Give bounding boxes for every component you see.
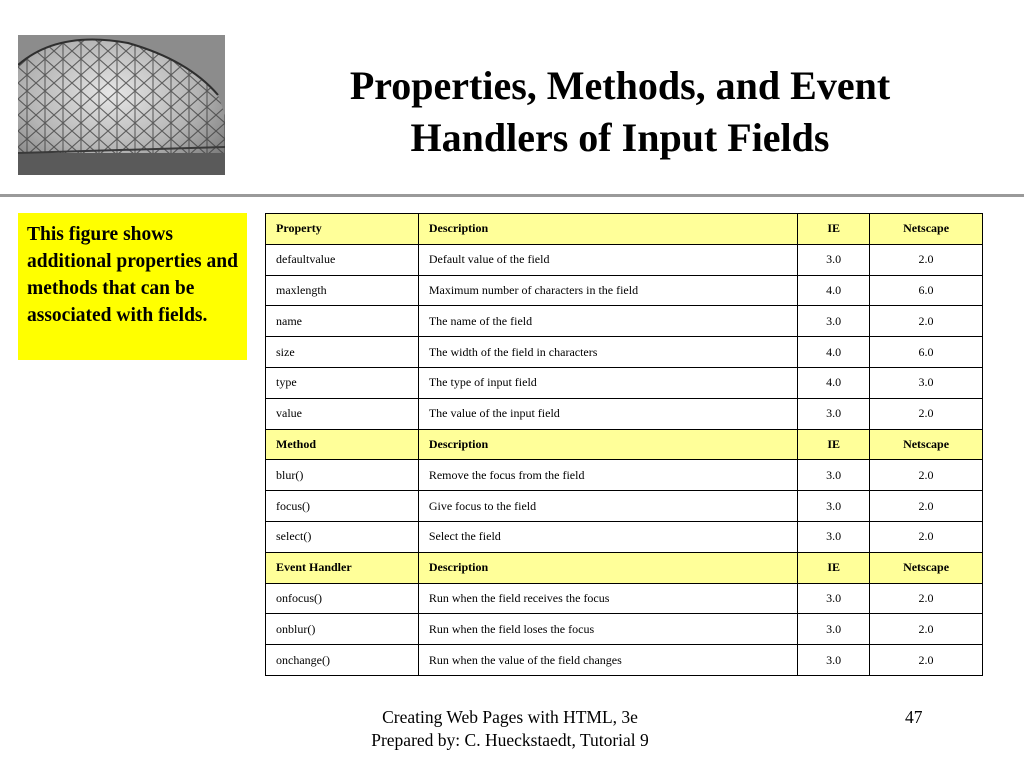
slide-title-line-2: Handlers of Input Fields (410, 115, 830, 160)
table-row (266, 614, 983, 645)
table-cell: focus() (266, 491, 419, 522)
table-row (266, 521, 983, 552)
table-cell: 3.0 (798, 244, 870, 275)
table-cell: onblur() (266, 614, 419, 645)
table-header-cell: IE (798, 429, 870, 460)
table-cell: 3.0 (798, 398, 870, 429)
table-cell: 4.0 (798, 337, 870, 368)
table-cell: onchange() (266, 645, 419, 676)
input-field-reference-table (265, 213, 983, 676)
table-cell: Run when the value of the field changes (418, 645, 797, 676)
table-cell: 3.0 (798, 491, 870, 522)
table-cell: 2.0 (870, 306, 983, 337)
table-cell: 3.0 (798, 460, 870, 491)
table-cell: 3.0 (798, 306, 870, 337)
table-header-cell: Netscape (870, 429, 983, 460)
table-cell: 3.0 (798, 521, 870, 552)
table-cell: 6.0 (870, 275, 983, 306)
table-cell: Give focus to the field (418, 491, 797, 522)
table-header-cell: Property (266, 214, 419, 245)
table-header-cell: Event Handler (266, 552, 419, 583)
table-header-cell: Netscape (870, 552, 983, 583)
table-header-cell: Description (418, 214, 797, 245)
table-header-cell: IE (798, 214, 870, 245)
slide-title (250, 60, 990, 164)
table-cell: 6.0 (870, 337, 983, 368)
table-row (266, 275, 983, 306)
figure-callout: This figure shows additional properties and methods that can be associated with fields. (18, 213, 247, 360)
table-cell: select() (266, 521, 419, 552)
table-cell: 4.0 (798, 367, 870, 398)
table-cell: 3.0 (798, 645, 870, 676)
table-cell: defaultvalue (266, 244, 419, 275)
table-cell: 2.0 (870, 491, 983, 522)
table-cell: 2.0 (870, 614, 983, 645)
page-number: 47 (905, 707, 923, 727)
table-cell: The type of input field (418, 367, 797, 398)
table-row (266, 367, 983, 398)
table-cell: Maximum number of characters in the field (418, 275, 797, 306)
table-row (266, 491, 983, 522)
table-cell: 2.0 (870, 521, 983, 552)
table-cell: value (266, 398, 419, 429)
table-cell: The name of the field (418, 306, 797, 337)
table-header-cell: IE (798, 552, 870, 583)
table-header-cell: Method (266, 429, 419, 460)
footer-author: Prepared by: C. Hueckstaedt, Tutorial 9 (371, 730, 649, 750)
table-row (266, 460, 983, 491)
table-header-cell: Description (418, 552, 797, 583)
table-cell: 3.0 (870, 367, 983, 398)
table-row (266, 337, 983, 368)
table-row (266, 398, 983, 429)
footer-course: Creating Web Pages with HTML, 3e (382, 707, 638, 727)
table-cell: blur() (266, 460, 419, 491)
geodesic-dome-photo (18, 35, 225, 175)
table-cell: 3.0 (798, 583, 870, 614)
table-cell: maxlength (266, 275, 419, 306)
table-cell: 3.0 (798, 614, 870, 645)
table-cell: Select the field (418, 521, 797, 552)
table-header-cell: Description (418, 429, 797, 460)
table-section-header (266, 552, 983, 583)
table-cell: The width of the field in characters (418, 337, 797, 368)
table-cell: name (266, 306, 419, 337)
table-cell: Run when the field loses the focus (418, 614, 797, 645)
table-section-header (266, 429, 983, 460)
table-cell: onfocus() (266, 583, 419, 614)
table-section-header (266, 214, 983, 245)
table-row (266, 244, 983, 275)
table-cell: Default value of the field (418, 244, 797, 275)
slide-footer (300, 706, 720, 752)
table-row (266, 306, 983, 337)
table-cell: 2.0 (870, 583, 983, 614)
table-cell: The value of the input field (418, 398, 797, 429)
table-cell: type (266, 367, 419, 398)
slide-title-line-1: Properties, Methods, and Event (349, 63, 891, 108)
table-cell: 2.0 (870, 645, 983, 676)
table-cell: size (266, 337, 419, 368)
table-cell: 2.0 (870, 244, 983, 275)
table-cell: 2.0 (870, 460, 983, 491)
table-cell: Remove the focus from the field (418, 460, 797, 491)
table-cell: Run when the field receives the focus (418, 583, 797, 614)
table-cell: 4.0 (798, 275, 870, 306)
title-divider (0, 194, 1024, 197)
table-cell: 2.0 (870, 398, 983, 429)
table-row (266, 645, 983, 676)
table-row (266, 583, 983, 614)
table-header-cell: Netscape (870, 214, 983, 245)
